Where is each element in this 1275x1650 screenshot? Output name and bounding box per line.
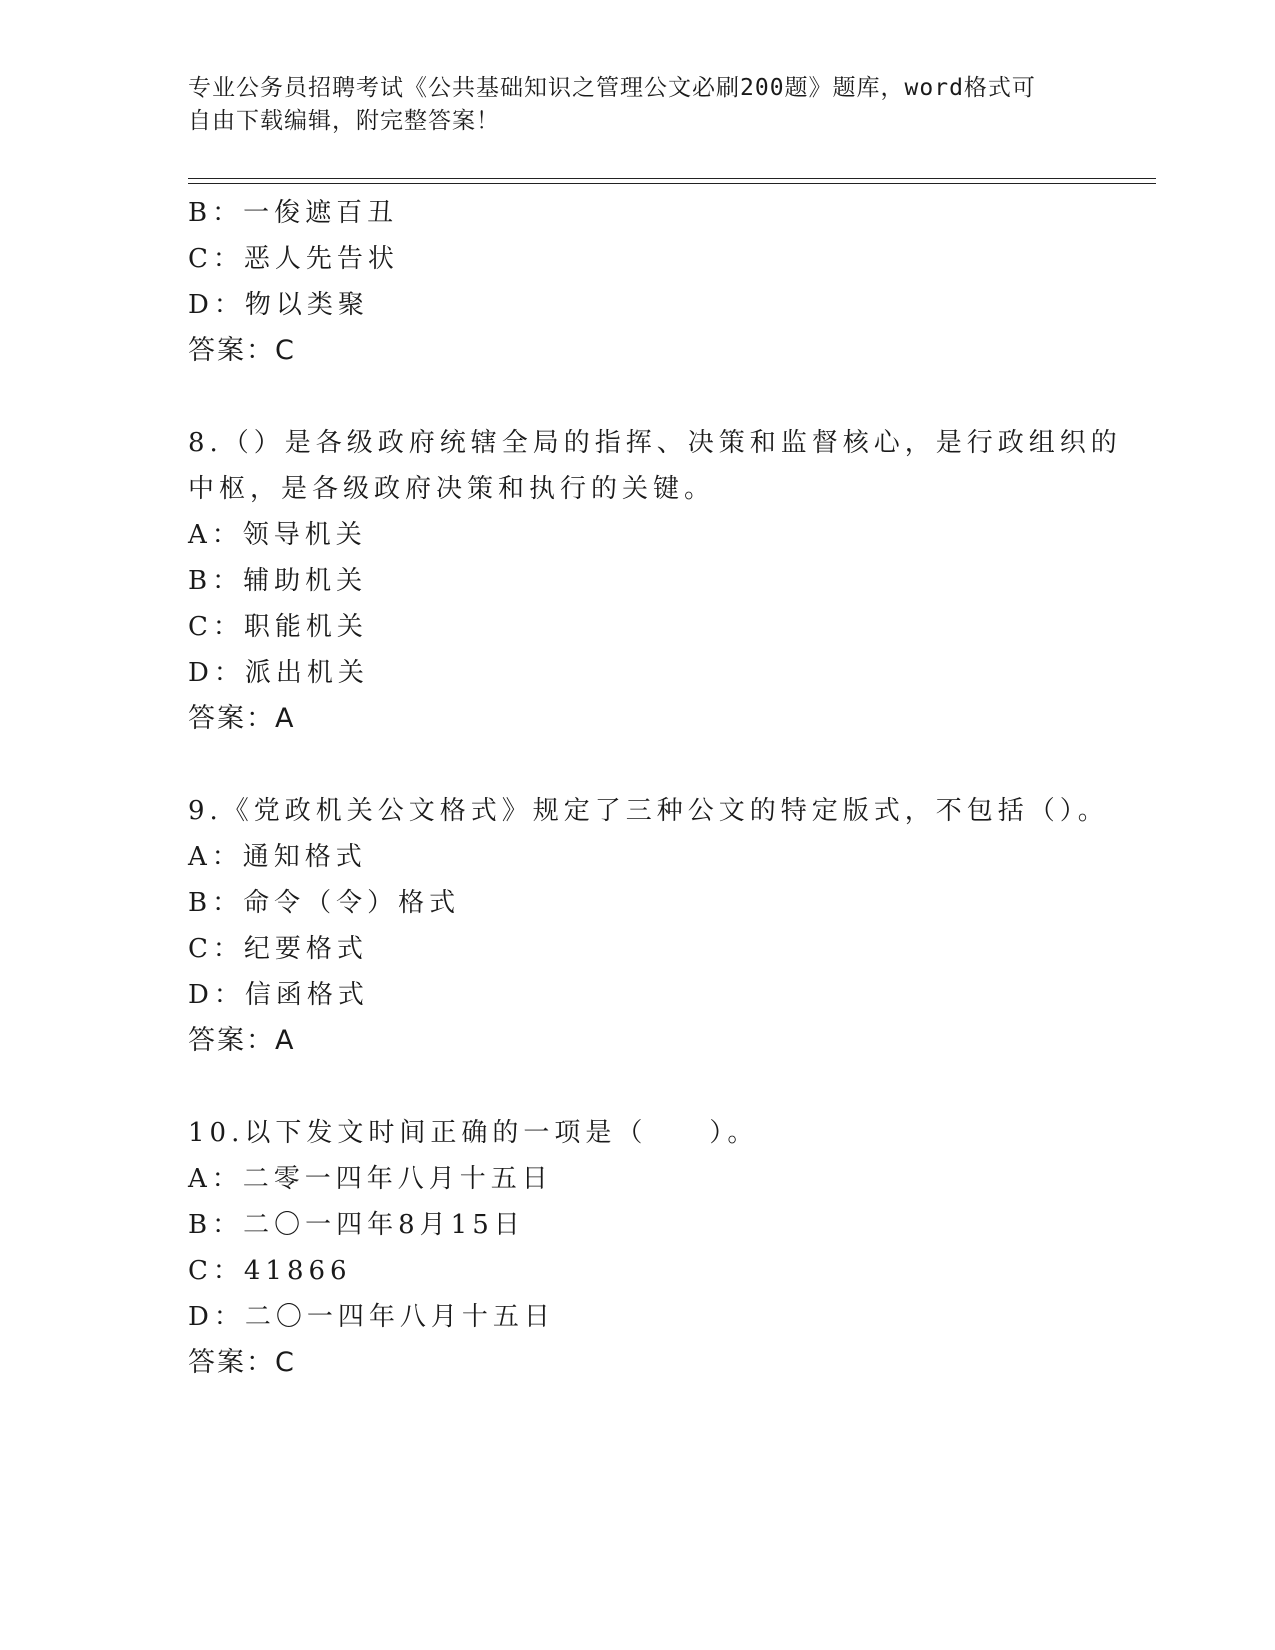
header-rule-bottom [188,183,1156,184]
question-9 [188,788,1109,1064]
option-a: A：通知格式 [188,842,367,872]
option-d: D：派出机关 [188,658,369,688]
option-c: C：恶人先告状 [188,244,399,274]
question-stem: 8.（）是各级政府统辖全局的指挥、决策和监督核心，是行政组织的 [188,428,1122,458]
option-d: D：物以类聚 [188,290,369,320]
question-stem: 9.《党政机关公文格式》规定了三种公文的特定版式，不包括（）。 [188,796,1109,826]
option-d: D：二〇一四年八月十五日 [188,1302,555,1332]
header-line-2: 自由下载编辑，附完整答案！ [188,108,500,134]
option-d: D：信函格式 [188,980,369,1010]
answer: 答案：A [188,1025,296,1056]
option-b: B：辅助机关 [188,566,368,596]
option-c: C：纪要格式 [188,934,368,964]
question-7 [188,190,1088,374]
option-c: C：41866 [188,1256,352,1286]
answer: 答案：C [188,1347,296,1378]
option-b: B：命令（令）格式 [188,888,461,918]
question-content [188,190,1122,1386]
answer: 答案：A [188,703,296,734]
spacer [188,374,1088,420]
document-header [188,72,1068,138]
question-10 [188,1110,1088,1386]
question-stem: 10.以下发文时间正确的一项是（ ）。 [188,1118,759,1148]
option-b: B：一俊遮百丑 [188,198,399,228]
option-a: A：领导机关 [188,520,367,550]
answer: 答案：C [188,335,296,366]
option-b: B：二〇一四年8月15日 [188,1210,525,1240]
question-stem-continued: 中枢，是各级政府决策和执行的关键。 [188,474,716,504]
question-8 [188,420,1122,742]
spacer [188,742,1088,788]
option-a: A：二零一四年八月十五日 [188,1164,553,1194]
option-c: C：职能机关 [188,612,368,642]
header-line-1: 专业公务员招聘考试《公共基础知识之管理公文必刷200题》题库，word格式可 [188,75,1036,101]
header-rule-top [188,178,1156,179]
spacer [188,1064,1088,1110]
